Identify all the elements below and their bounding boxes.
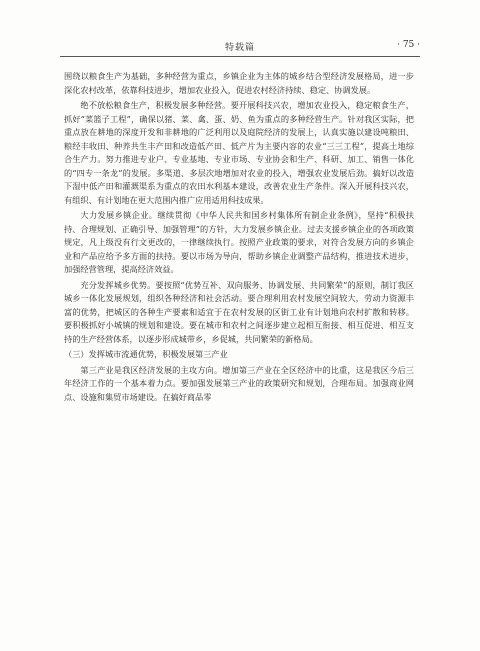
paragraph-3: 大力发展乡镇企业。继续贯彻《中华人民共和国乡村集体所有制企业条例》，坚持“积极扶持、合理规划、正确引导、加强管理”的方针，大力发展乡镇企业。过去支援乡镇企业的各项政策规定，凡上级没有行文更改的，一律继续执行。按照产业政策的要求，对符合发展方向的乡镇企业和产品应给予多方面的扶持。要以市场为导向，帮助乡镇企业调整产品结构，推进技术进步，加强经营管理，提高经济效益。: [64, 210, 414, 274]
page-number: · 75 ·: [397, 40, 420, 50]
paragraph-4: 充分发挥城乡优势。要按照“优势互补、双向服务、协调发展、共同繁荣”的原则，制订我区城乡一体化发展规划，组织各种经济和社会活动。要合理利用农村发展空间较大，劳动力资源丰富的优势，把城区的各种生产要素和适宜于在农村发展的区街工业有计划地向农村扩散和转移。要积极抓好小城镇的规划和建设。要在城市和农村之间逐步建立起相互衔接、相互促进、相互支持的生产经营体系，以逐步形成城带乡，乡促城，共同繁荣的新格局。: [64, 279, 414, 344]
paragraph-2: 绝不放松粮食生产，积极发展多种经营。要开展科技兴农，增加农业投入，稳定粮食生产，抓好“菜篮子工程”，确保以猪、菜、禽、蛋、奶、鱼为重点的多种经营生产。针对我区实际，把重点放在耕地的深度开发和非耕地的广泛利用以及庭院经济的发展上，认真实施以建设吨粮田、粮经丰收田、种养共生丰产田和改造低产田、低产片为主要内容的农业“三三工程”，提高土地综合生产力。努力推进专业户、专业基地、专业市场、专业协会和生产、科研、加工、销售一体化的“四专一条龙”的发展。多渠道、多层次地增加对农业的投入，增强农业发展后劲。搞好以改造下湿中低产田和灌溉渠系为重点的农田水利基本建设，改善农业生产条件。深入开展科技兴农，有组织、有计划地在更大范围内推广应用适用科技成果。: [64, 100, 414, 205]
body-text: [64, 70, 414, 406]
section-heading: （三）发挥城市流通优势，积极发展第三产业: [64, 349, 228, 359]
page-header: [60, 36, 420, 57]
section-title: 特载篇: [224, 43, 255, 53]
paragraph-5: 第三产业是我区经济发展的主攻方向。增加第三产业在全区经济中的比重，这是我区今后三年经济工作的一个基本着力点。要加强发展第三产业的政策研究和规划，合理布局。加强商业网点、设施和集贸市场建设。在搞好商品零: [64, 364, 414, 402]
paragraph-1: 围绕以粮食生产为基础，多种经营为重点，乡镇企业为主体的城乡结合型经济发展格局，进一步深化农村改革，依靠科技进步，增加农业投入，促进农村经济持续、稳定、协调发展。: [64, 71, 414, 95]
